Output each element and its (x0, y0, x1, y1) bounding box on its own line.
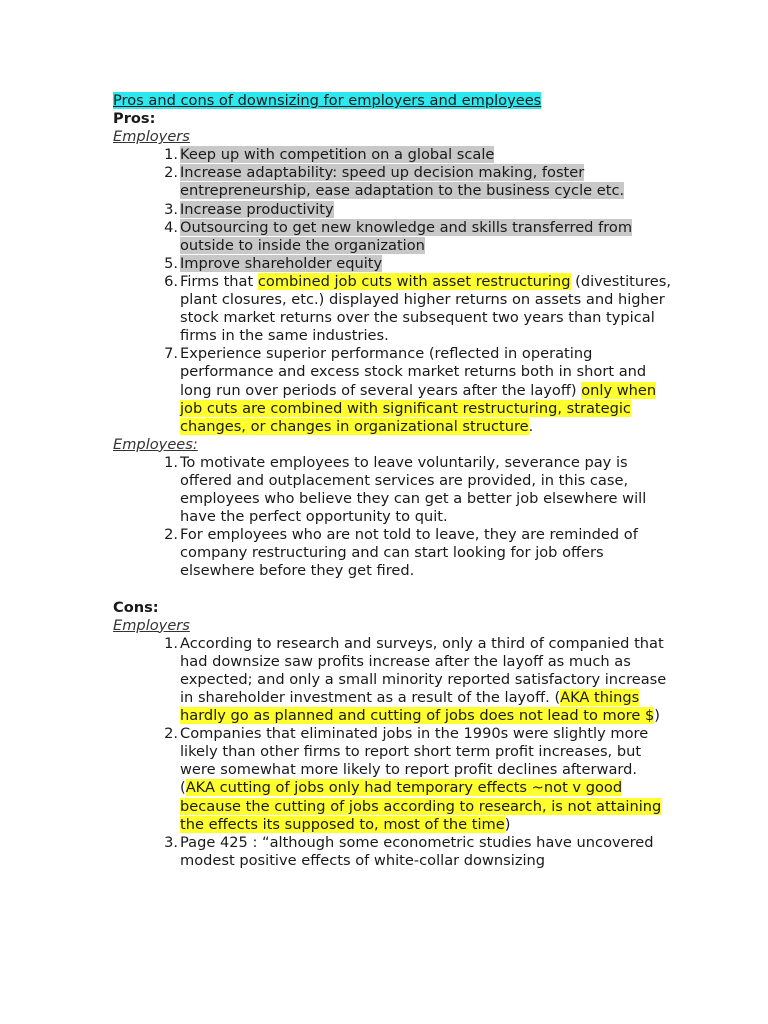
pros-employees-subheading: Employees: (113, 435, 198, 453)
list-item (113, 255, 673, 273)
list-number: 2. (164, 725, 178, 743)
pros-employers-subheading: Employers (113, 128, 190, 146)
list-item (113, 219, 673, 255)
list-item-text: Companies that eliminated jobs in the 1990s were slightly more likely than other firms to report short term profit increases, but were somewhat more likely to report profit declines afterward. ( (180, 725, 649, 797)
list-item-text: For employees who are not told to leave, they are reminded of company restructuring and can start looking for job offers elsewhere before they get fired. (180, 526, 638, 580)
list-item-text: Increase productivity (180, 200, 334, 218)
list-number: 5. (164, 254, 178, 272)
list-item (113, 201, 673, 219)
list-item (113, 834, 673, 870)
list-number: 6. (164, 272, 178, 290)
list-item-text: Experience superior performance (reflected in operating performance and excess stock market returns both in short and long run over periods of several years after the layoff) (180, 345, 647, 399)
list-item (113, 146, 673, 164)
list-item-text: Increase adaptability: speed up decision making, foster entrepreneurship, ease adaptation to the business cycle etc. (180, 164, 625, 200)
list-number: 3. (164, 833, 178, 851)
pros-employees-subheading-line (113, 436, 673, 454)
blank-line (113, 581, 673, 599)
list-number: 3. (164, 200, 178, 218)
cons-heading: Cons: (113, 598, 159, 616)
cons-employers-subheading-line (113, 617, 673, 635)
list-item-text: Page 425 : “although some econometric studies have uncovered modest positive effects of white-collar downsizing (180, 833, 654, 869)
list-item (113, 164, 673, 200)
pros-employers-subheading-line (113, 128, 673, 146)
list-item (113, 454, 673, 526)
document-title[interactable]: Pros and cons of downsizing for employers and employees (113, 92, 542, 109)
list-item-text: . (528, 417, 534, 435)
list-item-text: According to research and surveys, only a third of companied that had downsize saw profits increase after the layoff as much as expected; and only a small minority reported satisfactory increase in shareholder investment as a result of the layoff. ( (180, 634, 667, 706)
list-number: 4. (164, 218, 178, 236)
cons-employers-list (113, 635, 673, 870)
list-item-text: (divestitures, plant closures, etc.) displayed higher returns on assets and higher stock market returns over the subsequent two years than typical firms in the same industries. (180, 272, 672, 345)
list-item-text: Improve shareholder equity (180, 254, 383, 272)
list-item (113, 635, 673, 725)
list-item-text: Outsourcing to get new knowledge and skills transferred from outside to inside the organization (180, 218, 633, 254)
list-number: 7. (164, 345, 178, 363)
pros-heading: Pros: (113, 110, 156, 128)
list-item-text: ) (504, 815, 511, 833)
list-item (113, 725, 673, 834)
pros-employers-list (113, 146, 673, 436)
pros-employees-list (113, 454, 673, 581)
list-item-text: ) (654, 707, 660, 725)
list-item (113, 345, 673, 435)
list-number: 1. (164, 146, 178, 164)
list-number: 1. (164, 634, 178, 652)
list-item-text: Keep up with competition on a global scale (180, 146, 495, 164)
list-item (113, 273, 673, 345)
list-number: 2. (164, 526, 178, 544)
highlighted-text: combined job cuts with asset restructuring (257, 272, 571, 290)
document-title-line (113, 92, 673, 110)
highlighted-text: AKA things hardly go as planned and cutting of jobs does not lead to more $ (180, 689, 655, 725)
list-item-text: To motivate employees to leave voluntarily, severance pay is offered and outplacement services are provided, in this case, employees who believe they can get a better job elsewhere will have the perfect opportunity to quit. (180, 453, 647, 526)
cons-employers-subheading: Employers (113, 616, 190, 634)
highlighted-text: only when job cuts are combined with significant restructuring, strategic changes, or changes in organizational structure (180, 381, 657, 435)
list-number: 1. (164, 453, 178, 471)
highlighted-text: AKA cutting of jobs only had temporary effects ~not v good because the cutting of jobs according to research, is not attaining the effects its supposed to, most of the time (180, 779, 662, 833)
list-number: 2. (164, 164, 178, 182)
list-item-text: Firms that (180, 272, 258, 290)
list-item (113, 526, 673, 580)
